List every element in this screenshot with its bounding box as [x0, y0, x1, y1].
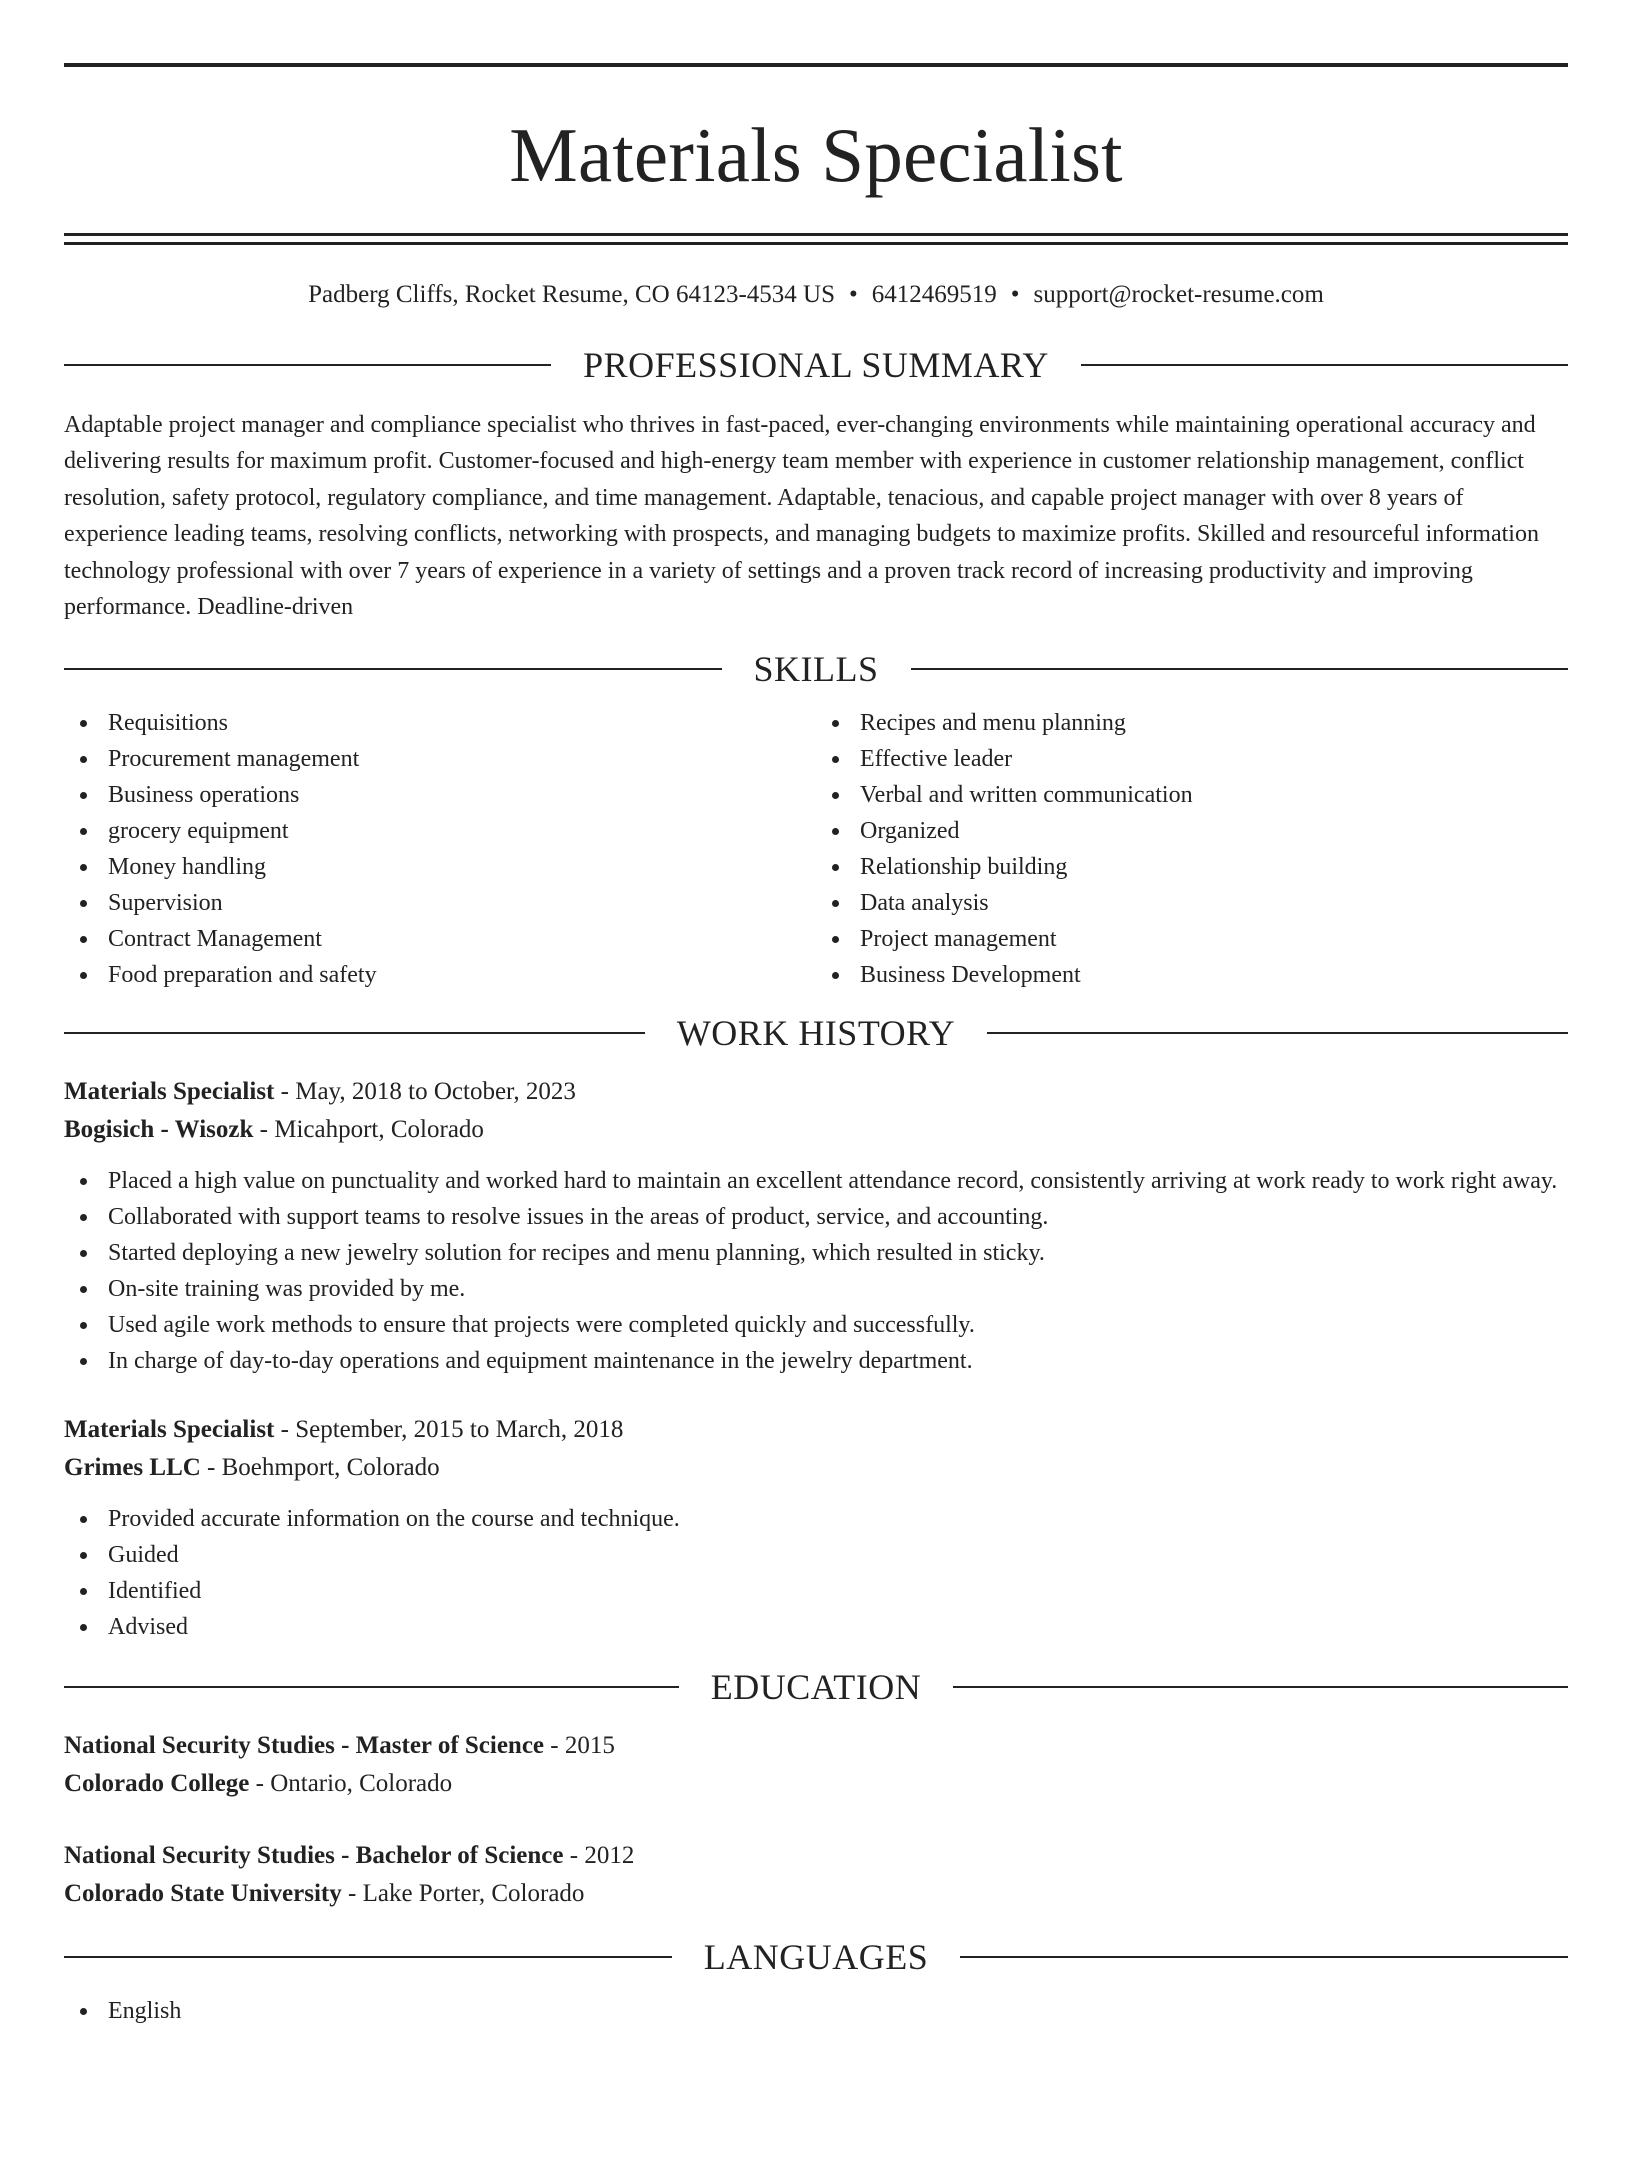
skills-list-left: [64, 705, 816, 993]
heading-rule-right: [1081, 364, 1568, 366]
education-school: Colorado College: [64, 1770, 250, 1798]
contact-phone: 6412469519: [871, 281, 997, 308]
skill-item: Verbal and written communication: [816, 777, 1568, 813]
contact-separator: •: [849, 281, 858, 308]
education-year: - 2012: [563, 1842, 635, 1870]
education-heading: [64, 1665, 1568, 1709]
job-dates: - September, 2015 to March, 2018: [274, 1416, 624, 1444]
job-location: - Micahport, Colorado: [253, 1116, 484, 1144]
job-entry: [64, 1411, 1568, 1645]
work-title: WORK HISTORY: [676, 1013, 956, 1054]
education-entry: [64, 1837, 1568, 1913]
job-company-line: [64, 1111, 1568, 1149]
education-location: - Ontario, Colorado: [249, 1770, 453, 1798]
contact-line: [64, 278, 1568, 312]
job-bullet: Used agile work methods to ensure that projects were completed quickly and successfully.: [64, 1307, 1568, 1343]
job-dates: - May, 2018 to October, 2023: [274, 1078, 576, 1106]
heading-rule-right: [911, 668, 1569, 670]
job-bullet: Advised: [64, 1609, 1568, 1645]
work-heading: [64, 1011, 1568, 1055]
skill-item: Organized: [816, 813, 1568, 849]
job-title-line: [64, 1073, 1568, 1111]
job-bullet: Identified: [64, 1573, 1568, 1609]
resume-page: [0, 63, 1632, 2175]
skill-item: Business Development: [816, 957, 1568, 993]
education-title: EDUCATION: [710, 1667, 922, 1708]
skills-grid: [64, 705, 1568, 993]
skills-heading: [64, 647, 1568, 691]
education-degree-line: [64, 1837, 1568, 1875]
job-bullets: [64, 1501, 1568, 1645]
skill-item: Relationship building: [816, 849, 1568, 885]
job-role: Materials Specialist: [64, 1416, 275, 1444]
languages-list: [64, 1993, 1568, 2029]
job-company: Grimes LLC: [64, 1454, 201, 1482]
header-double-rule: [64, 233, 1568, 245]
job-bullet: On-site training was provided by me.: [64, 1271, 1568, 1307]
job-bullet: In charge of day-to-day operations and equipment maintenance in the jewelry department.: [64, 1343, 1568, 1379]
skill-item: Supervision: [64, 885, 816, 921]
contact-email[interactable]: support@rocket-resume.com: [1033, 281, 1324, 308]
skill-item: grocery equipment: [64, 813, 816, 849]
skill-item: Money handling: [64, 849, 816, 885]
summary-heading: [64, 343, 1568, 387]
job-bullet: Collaborated with support teams to resolve issues in the areas of product, service, and accounting.: [64, 1199, 1568, 1235]
summary-text: Adaptable project manager and compliance specialist who thrives in fast-paced, ever-changing environments while maintaining operational accuracy and delivering results for maximum profit. Customer-focused and high-energy team member with experience in customer relationship management, conflict resolution, safety protocol, regulatory compliance, and time management. Adaptable, tenacious, and capable project manager with over 8 years of experience leading teams, resolving conflicts, networking with prospects, and managing budgets to maximize profits. Skilled and resourceful information technology professional with over 7 years of experience in a variety of settings and a proven track record of increasing productivity and improving performance. Deadline-driven: [64, 412, 1539, 621]
skill-item: Requisitions: [64, 705, 816, 741]
job-bullet: Guided: [64, 1537, 1568, 1573]
education-degree-line: [64, 1727, 1568, 1765]
education-location: - Lake Porter, Colorado: [341, 1880, 585, 1908]
heading-rule-left: [64, 668, 722, 670]
education-school-line: [64, 1765, 1568, 1803]
skills-list-right: [816, 705, 1568, 993]
summary-title: PROFESSIONAL SUMMARY: [583, 345, 1049, 385]
languages-heading: [64, 1935, 1568, 1979]
job-bullet: Started deploying a new jewelry solution for recipes and menu planning, which resulted in sticky.: [64, 1235, 1568, 1271]
heading-rule-left: [64, 1956, 672, 1958]
job-bullet: Placed a high value on punctuality and worked hard to maintain an excellent attendance record, consistently arriving at work ready to work right away.: [64, 1163, 1568, 1199]
heading-rule-left: [64, 364, 551, 366]
skill-item: Food preparation and safety: [64, 957, 816, 993]
job-company-line: [64, 1449, 1568, 1487]
skill-item: Recipes and menu planning: [816, 705, 1568, 741]
job-location: - Boehmport, Colorado: [200, 1454, 440, 1482]
job-company: Bogisich - Wisozk: [64, 1116, 254, 1144]
education-degree: National Security Studies - Master of Science: [64, 1732, 545, 1760]
resume-name: Materials Specialist: [509, 112, 1123, 198]
skills-title: SKILLS: [753, 649, 879, 690]
skill-item: Procurement management: [64, 741, 816, 777]
skill-item: Project management: [816, 921, 1568, 957]
job-role: Materials Specialist: [64, 1078, 275, 1106]
heading-rule-left: [64, 1032, 645, 1034]
skill-item: Contract Management: [64, 921, 816, 957]
heading-rule-left: [64, 1686, 679, 1688]
heading-rule-right: [953, 1686, 1568, 1688]
job-entry: [64, 1073, 1568, 1379]
job-bullet: Provided accurate information on the course and technique.: [64, 1501, 1568, 1537]
languages-title: LANGUAGES: [703, 1937, 929, 1978]
education-entry: [64, 1727, 1568, 1803]
education-school: Colorado State University: [64, 1880, 342, 1908]
skill-item: Effective leader: [816, 741, 1568, 777]
education-school-line: [64, 1875, 1568, 1913]
skill-item: Data analysis: [816, 885, 1568, 921]
job-bullets: [64, 1163, 1568, 1379]
contact-address: Padberg Cliffs, Rocket Resume, CO 64123-4534 US: [308, 281, 835, 308]
education-degree: National Security Studies - Bachelor of Science: [64, 1842, 564, 1870]
skill-item: Business operations: [64, 777, 816, 813]
job-title-line: [64, 1411, 1568, 1449]
heading-rule-right: [987, 1032, 1568, 1034]
language-item: English: [64, 1993, 1568, 2029]
education-year: - 2015: [544, 1732, 615, 1760]
contact-separator: •: [1010, 281, 1020, 308]
heading-rule-right: [960, 1956, 1568, 1958]
